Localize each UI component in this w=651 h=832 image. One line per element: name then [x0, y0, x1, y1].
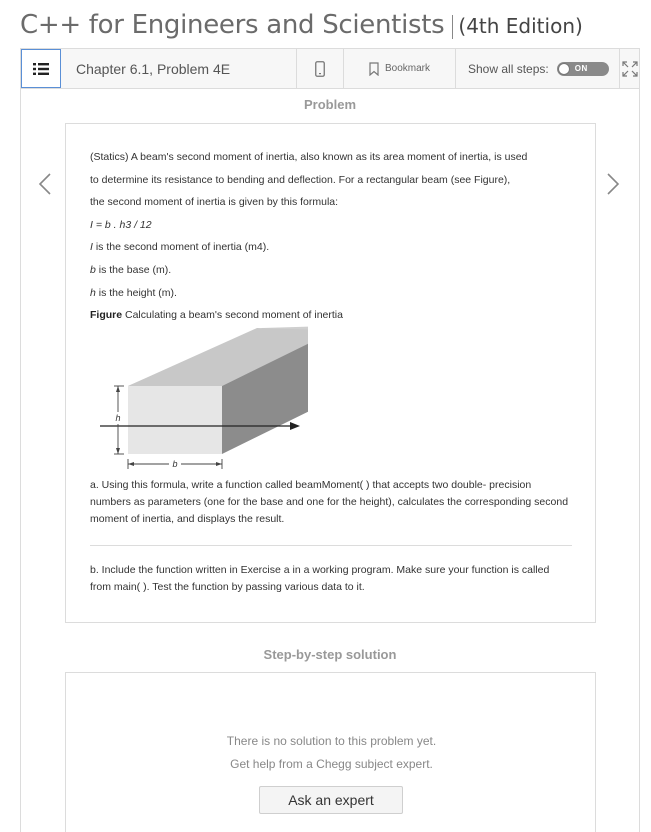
problem-line: (Statics) A beam's second moment of inertia, also known as its area moment of inertia, is used: [90, 151, 528, 163]
toggle-label: ON: [574, 63, 588, 73]
show-all-steps-label: Show all steps:: [468, 61, 549, 76]
formula: I = b . h3 / 12: [90, 218, 152, 231]
problem-line: the second moment of inertia is given by this formula:: [90, 196, 339, 209]
definition-base: b is the base (m).: [90, 263, 172, 276]
toolbar: [21, 49, 639, 89]
phone-icon: [315, 61, 325, 77]
figure-label-h: h: [115, 413, 121, 423]
bookmark-icon: [369, 62, 379, 76]
divider: [90, 545, 572, 546]
chapter-list-button[interactable]: [21, 49, 61, 88]
toggle-knob: [558, 63, 570, 75]
ask-expert-button[interactable]: Ask an expert: [259, 786, 403, 814]
expand-button[interactable]: [620, 49, 640, 88]
list-icon: [33, 62, 49, 76]
problem-line: to determine its resistance to bending and deflection. For a rectangular beam (see Figure),: [90, 173, 511, 186]
problem-card: [65, 123, 596, 623]
content-frame: [20, 48, 640, 832]
previous-problem-button[interactable]: [35, 169, 55, 199]
definition-height: h is the height (m).: [90, 286, 177, 299]
problem-text: [90, 146, 572, 327]
next-problem-button[interactable]: [603, 169, 623, 199]
figure-label-b: b: [172, 459, 178, 469]
chevron-right-icon: [606, 172, 620, 196]
chevron-left-icon: [38, 172, 52, 196]
solution-card: [65, 672, 596, 832]
book-title: [20, 10, 583, 44]
book-title-main: C++ for Engineers and Scientists: [20, 10, 445, 40]
problem-part-a: a. Using this formula, write a function called beamMoment( ) that accepts two double- precision numbers as parameters (one for the base and one for the height), calculates the corresponding second moment of inertia, and displays the result.: [90, 479, 569, 525]
bookmark-label: Bookmark: [384, 63, 430, 74]
chapter-problem-label: Chapter 6.1, Problem 4E: [61, 49, 297, 88]
solution-heading: Step-by-step solution: [263, 647, 397, 662]
beam-front-face: [128, 386, 222, 454]
title-separator: [452, 15, 453, 39]
beam-figure: [72, 324, 308, 474]
expand-icon: [622, 61, 638, 77]
definition-inertia: I is the second moment of inertia (m4).: [90, 241, 270, 254]
problem-heading: Problem: [303, 97, 356, 112]
bookmark-button[interactable]: [344, 49, 456, 88]
show-all-steps-toggle[interactable]: [557, 62, 609, 76]
figure-caption: Figure Calculating a beam's second moment of inertia: [90, 309, 343, 322]
book-edition: (4th Edition): [458, 14, 583, 38]
mobile-view-button[interactable]: [297, 49, 344, 88]
show-all-steps: [456, 49, 620, 88]
problem-part-b: b. Include the function written in Exercise a in a working program. Make sure your function is called from main( ). Test the function by passing various data to it.: [90, 564, 550, 593]
no-solution-message: There is no solution to this problem yet.: [226, 734, 437, 748]
expert-help-message: Get help from a Chegg subject expert.: [230, 757, 433, 771]
